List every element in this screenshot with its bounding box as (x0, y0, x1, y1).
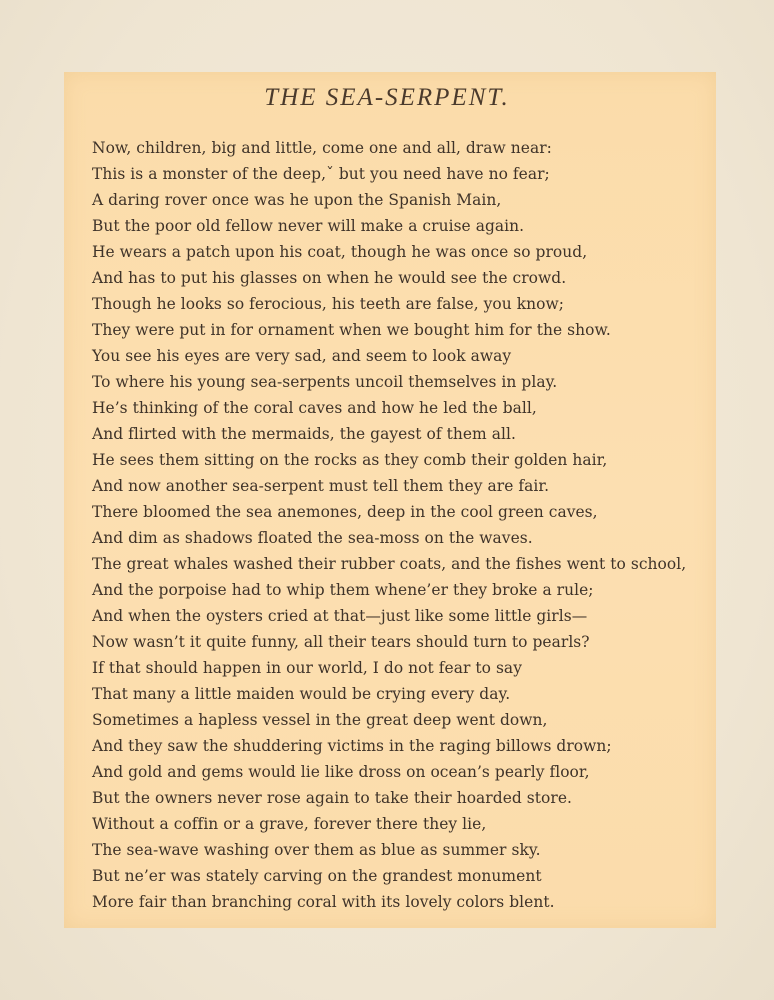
poem-line: They were put in for ornament when we bought him for the show. (92, 320, 611, 339)
poem-line: Now, children, big and little, come one and all, draw near: (92, 138, 552, 157)
poem-line: And the porpoise had to whip them whene’er they broke a rule; (92, 580, 594, 599)
poem-line: If that should happen in our world, I do not fear to say (92, 658, 522, 677)
poem-body (92, 135, 732, 915)
poem-line: Now wasn’t it quite funny, all their tears should turn to pearls? (92, 632, 590, 651)
poem-line: He sees them sitting on the rocks as they comb their golden hair, (92, 450, 608, 469)
poem-line: The great whales washed their rubber coats, and the fishes went to school, (92, 554, 687, 573)
poem-line: Though he looks so ferocious, his teeth are false, you know; (92, 294, 565, 313)
poem-line: And gold and gems would lie like dross on ocean’s pearly floor, (92, 762, 590, 781)
poem-line: You see his eyes are very sad, and seem to look away (92, 346, 512, 365)
poem-line: And they saw the shuddering victims in the raging billows drown; (92, 736, 612, 755)
poem-line: He wears a patch upon his coat, though he was once so proud, (92, 242, 588, 261)
poem-line: But the owners never rose again to take their hoarded store. (92, 788, 572, 807)
poem-line: To where his young sea-serpents uncoil themselves in play. (92, 372, 558, 391)
poem-line: This is a monster of the deep,ˇ but you need have no fear; (92, 164, 550, 183)
page-title: THE SEA-SERPENT. (264, 84, 510, 111)
poem-line: More fair than branching coral with its lovely colors blent. (92, 892, 555, 911)
poem-line: And flirted with the mermaids, the gayest of them all. (92, 424, 516, 443)
poem-line: And has to put his glasses on when he would see the crowd. (92, 268, 567, 287)
poem-line: There bloomed the sea anemones, deep in the cool green caves, (92, 502, 598, 521)
poem-line: And when the oysters cried at that—just like some little girls— (92, 606, 588, 625)
poem-line: The sea-wave washing over them as blue as summer sky. (92, 840, 541, 859)
poem-line: That many a little maiden would be crying every day. (92, 684, 511, 703)
poem-line: And dim as shadows floated the sea-moss on the waves. (92, 528, 533, 547)
poem-line: Without a coffin or a grave, forever there they lie, (92, 814, 487, 833)
poem-line: Sometimes a hapless vessel in the great deep went down, (92, 710, 548, 729)
poem-line: But ne’er was stately carving on the grandest monument (92, 866, 542, 885)
poem-line: But the poor old fellow never will make a cruise again. (92, 216, 525, 235)
poem-line: He’s thinking of the coral caves and how he led the ball, (92, 398, 537, 417)
poem-line: A daring rover once was he upon the Spanish Main, (92, 190, 502, 209)
poem-line: And now another sea-serpent must tell them they are fair. (92, 476, 550, 495)
